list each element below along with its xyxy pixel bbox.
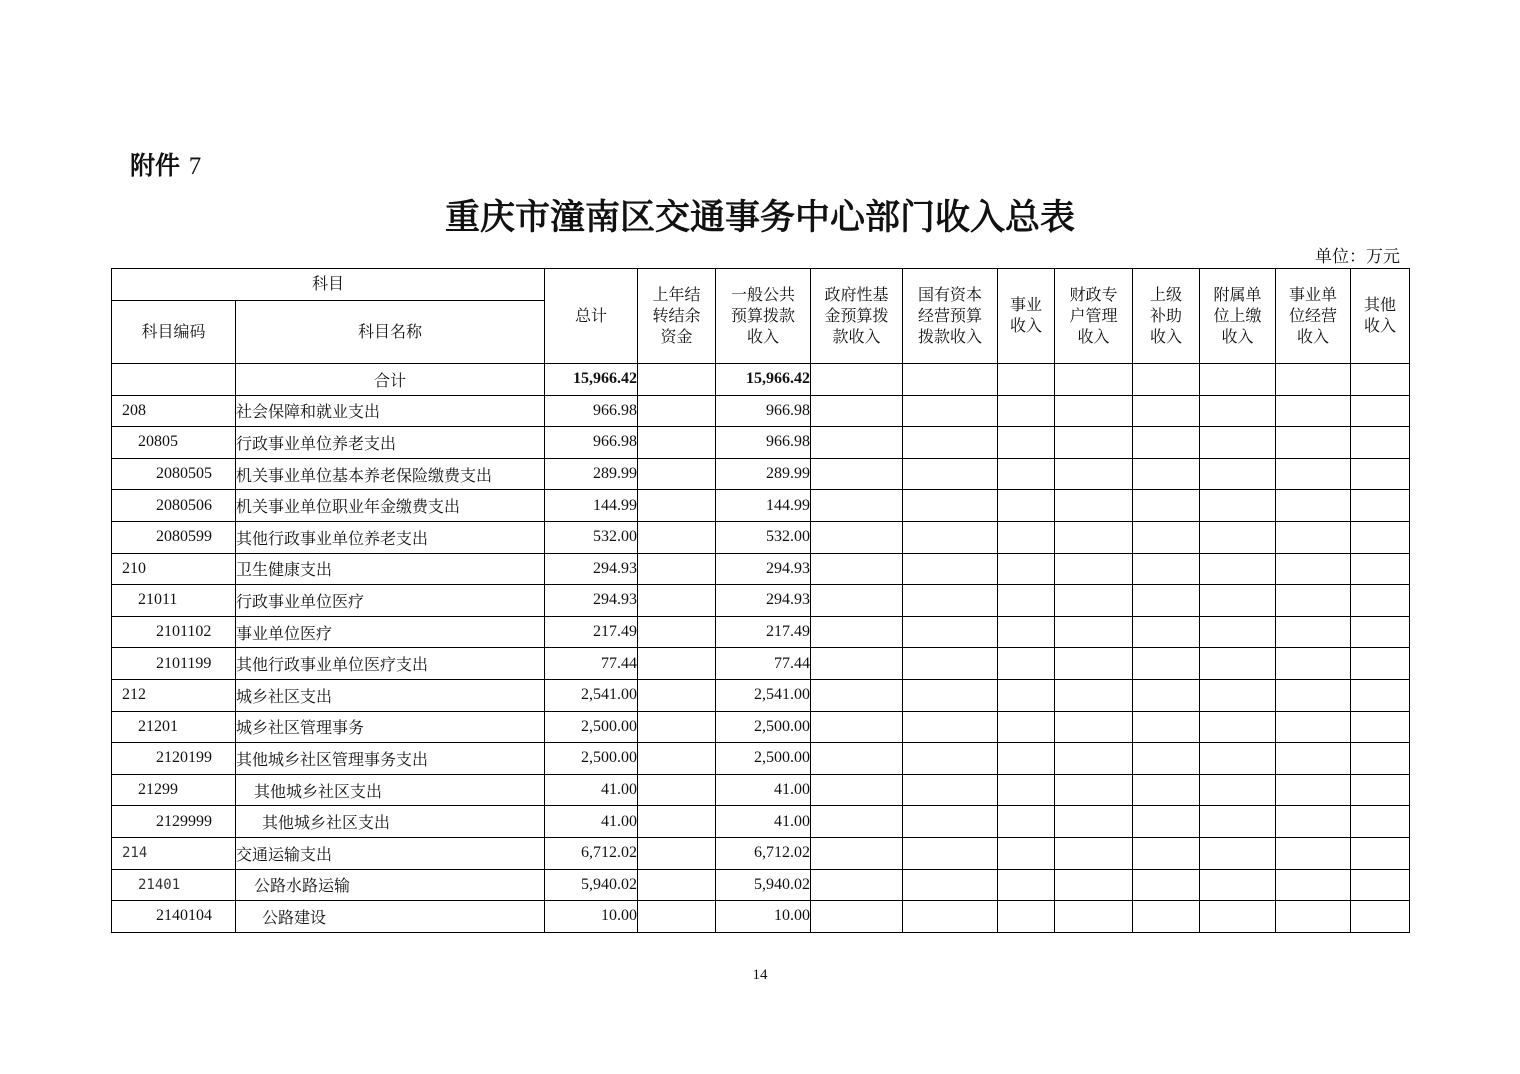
subject-name-cell: 机关事业单位职业年金缴费支出 bbox=[236, 490, 545, 522]
subject-code-cell: 208 bbox=[112, 395, 236, 427]
empty-income-cell bbox=[903, 521, 998, 553]
empty-income-cell bbox=[1276, 837, 1351, 869]
subject-code-cell: 2129999 bbox=[112, 806, 236, 838]
empty-income-cell bbox=[998, 364, 1055, 396]
table-row bbox=[112, 458, 1410, 490]
table-row bbox=[112, 616, 1410, 648]
empty-income-cell bbox=[1200, 490, 1276, 522]
carryover-cell bbox=[638, 521, 716, 553]
subject-group-header: 科目 bbox=[112, 269, 545, 301]
empty-income-cell bbox=[1133, 427, 1200, 459]
empty-income-cell bbox=[1351, 901, 1410, 933]
empty-income-cell bbox=[903, 774, 998, 806]
empty-income-cell bbox=[1133, 553, 1200, 585]
subject-code-cell: 2080505 bbox=[112, 458, 236, 490]
empty-income-cell bbox=[1351, 743, 1410, 775]
empty-income-cell bbox=[1055, 364, 1133, 396]
empty-income-cell bbox=[998, 427, 1055, 459]
empty-income-cell bbox=[1351, 806, 1410, 838]
empty-income-cell bbox=[1055, 711, 1133, 743]
empty-income-cell bbox=[811, 901, 903, 933]
empty-income-cell bbox=[1276, 743, 1351, 775]
subject-code-cell: 210 bbox=[112, 553, 236, 585]
empty-income-cell bbox=[811, 837, 903, 869]
empty-income-cell bbox=[1276, 711, 1351, 743]
subject-code-cell: 214 bbox=[112, 837, 236, 869]
table-row bbox=[112, 648, 1410, 680]
empty-income-cell bbox=[811, 711, 903, 743]
empty-income-cell bbox=[903, 490, 998, 522]
table-row bbox=[112, 837, 1410, 869]
general-budget-cell: 2,541.00 bbox=[716, 679, 811, 711]
subject-code-header: 科目编码 bbox=[112, 301, 236, 364]
empty-income-cell bbox=[1276, 395, 1351, 427]
carryover-cell bbox=[638, 553, 716, 585]
empty-income-cell bbox=[811, 648, 903, 680]
empty-income-cell bbox=[903, 616, 998, 648]
column-header: 国有资本 经营预算 拨款收入 bbox=[903, 269, 998, 364]
general-budget-cell: 77.44 bbox=[716, 648, 811, 680]
empty-income-cell bbox=[1351, 774, 1410, 806]
empty-income-cell bbox=[811, 869, 903, 901]
total-amount-cell: 15,966.42 bbox=[545, 364, 638, 396]
empty-income-cell bbox=[1276, 521, 1351, 553]
empty-income-cell bbox=[811, 521, 903, 553]
column-header: 事业单 位经营 收入 bbox=[1276, 269, 1351, 364]
empty-income-cell bbox=[1200, 711, 1276, 743]
empty-income-cell bbox=[1351, 490, 1410, 522]
subject-code-cell: 21201 bbox=[112, 711, 236, 743]
table-row bbox=[112, 427, 1410, 459]
empty-income-cell bbox=[811, 616, 903, 648]
general-budget-cell: 217.49 bbox=[716, 616, 811, 648]
empty-income-cell bbox=[903, 901, 998, 933]
empty-income-cell bbox=[811, 806, 903, 838]
carryover-cell bbox=[638, 869, 716, 901]
subject-name-cell: 公路建设 bbox=[236, 901, 545, 933]
subject-code-cell: 20805 bbox=[112, 427, 236, 459]
empty-income-cell bbox=[811, 395, 903, 427]
general-budget-cell: 294.93 bbox=[716, 553, 811, 585]
empty-income-cell bbox=[903, 837, 998, 869]
carryover-cell bbox=[638, 364, 716, 396]
income-summary-table bbox=[111, 268, 1410, 933]
subject-code-cell: 21401 bbox=[112, 869, 236, 901]
empty-income-cell bbox=[1055, 553, 1133, 585]
empty-income-cell bbox=[1133, 364, 1200, 396]
empty-income-cell bbox=[1200, 521, 1276, 553]
empty-income-cell bbox=[1055, 427, 1133, 459]
general-budget-cell: 2,500.00 bbox=[716, 743, 811, 775]
empty-income-cell bbox=[1133, 585, 1200, 617]
empty-income-cell bbox=[903, 743, 998, 775]
empty-income-cell bbox=[1133, 711, 1200, 743]
empty-income-cell bbox=[1351, 648, 1410, 680]
empty-income-cell bbox=[811, 458, 903, 490]
empty-income-cell bbox=[1200, 837, 1276, 869]
empty-income-cell bbox=[1200, 901, 1276, 933]
empty-income-cell bbox=[998, 616, 1055, 648]
empty-income-cell bbox=[1200, 364, 1276, 396]
general-budget-cell: 41.00 bbox=[716, 806, 811, 838]
carryover-cell bbox=[638, 648, 716, 680]
subject-code-cell: 2140104 bbox=[112, 901, 236, 933]
empty-income-cell bbox=[1200, 585, 1276, 617]
empty-income-cell bbox=[1276, 427, 1351, 459]
empty-income-cell bbox=[1055, 901, 1133, 933]
total-amount-cell: 10.00 bbox=[545, 901, 638, 933]
table-row bbox=[112, 869, 1410, 901]
empty-income-cell bbox=[998, 395, 1055, 427]
empty-income-cell bbox=[1276, 901, 1351, 933]
subject-name-cell: 社会保障和就业支出 bbox=[236, 395, 545, 427]
empty-income-cell bbox=[1133, 743, 1200, 775]
total-amount-cell: 966.98 bbox=[545, 427, 638, 459]
empty-income-cell bbox=[1276, 553, 1351, 585]
empty-income-cell bbox=[1055, 490, 1133, 522]
subject-name-cell: 其他城乡社区支出 bbox=[236, 774, 545, 806]
attachment-number: 7 bbox=[188, 153, 202, 180]
subject-code-cell: 2120199 bbox=[112, 743, 236, 775]
subject-code-cell: 2080506 bbox=[112, 490, 236, 522]
total-amount-cell: 966.98 bbox=[545, 395, 638, 427]
subject-name-cell: 其他城乡社区管理事务支出 bbox=[236, 743, 545, 775]
total-amount-cell: 217.49 bbox=[545, 616, 638, 648]
empty-income-cell bbox=[811, 553, 903, 585]
empty-income-cell bbox=[1351, 711, 1410, 743]
empty-income-cell bbox=[1351, 395, 1410, 427]
general-budget-cell: 5,940.02 bbox=[716, 869, 811, 901]
empty-income-cell bbox=[1055, 774, 1133, 806]
table-row bbox=[112, 711, 1410, 743]
total-amount-cell: 294.93 bbox=[545, 553, 638, 585]
column-header: 总计 bbox=[545, 269, 638, 364]
empty-income-cell bbox=[811, 364, 903, 396]
empty-income-cell bbox=[1351, 458, 1410, 490]
empty-income-cell bbox=[998, 458, 1055, 490]
empty-income-cell bbox=[1351, 427, 1410, 459]
carryover-cell bbox=[638, 901, 716, 933]
empty-income-cell bbox=[1055, 616, 1133, 648]
general-budget-cell: 2,500.00 bbox=[716, 711, 811, 743]
empty-income-cell bbox=[1200, 458, 1276, 490]
subject-name-cell: 公路水路运输 bbox=[236, 869, 545, 901]
empty-income-cell bbox=[903, 395, 998, 427]
empty-income-cell bbox=[903, 869, 998, 901]
subject-name-cell: 行政事业单位养老支出 bbox=[236, 427, 545, 459]
attachment-label bbox=[130, 146, 201, 182]
empty-income-cell bbox=[1055, 521, 1133, 553]
empty-income-cell bbox=[1200, 679, 1276, 711]
empty-income-cell bbox=[1200, 869, 1276, 901]
empty-income-cell bbox=[998, 521, 1055, 553]
empty-income-cell bbox=[1276, 648, 1351, 680]
subject-name-cell: 交通运输支出 bbox=[236, 837, 545, 869]
empty-income-cell bbox=[1055, 869, 1133, 901]
empty-income-cell bbox=[998, 869, 1055, 901]
empty-income-cell bbox=[903, 585, 998, 617]
total-amount-cell: 5,940.02 bbox=[545, 869, 638, 901]
empty-income-cell bbox=[1276, 616, 1351, 648]
general-budget-cell: 966.98 bbox=[716, 395, 811, 427]
column-header: 其他 收入 bbox=[1351, 269, 1410, 364]
empty-income-cell bbox=[903, 648, 998, 680]
empty-income-cell bbox=[998, 774, 1055, 806]
column-header: 上级 补助 收入 bbox=[1133, 269, 1200, 364]
table-row bbox=[112, 901, 1410, 933]
empty-income-cell bbox=[1351, 837, 1410, 869]
carryover-cell bbox=[638, 711, 716, 743]
empty-income-cell bbox=[998, 837, 1055, 869]
empty-income-cell bbox=[811, 743, 903, 775]
empty-income-cell bbox=[1351, 585, 1410, 617]
carryover-cell bbox=[638, 616, 716, 648]
empty-income-cell bbox=[1200, 743, 1276, 775]
total-amount-cell: 294.93 bbox=[545, 585, 638, 617]
empty-income-cell bbox=[1200, 774, 1276, 806]
general-budget-cell: 144.99 bbox=[716, 490, 811, 522]
table-row bbox=[112, 743, 1410, 775]
subject-code-cell: 21299 bbox=[112, 774, 236, 806]
empty-income-cell bbox=[811, 490, 903, 522]
empty-income-cell bbox=[1133, 774, 1200, 806]
carryover-cell bbox=[638, 774, 716, 806]
empty-income-cell bbox=[903, 364, 998, 396]
empty-income-cell bbox=[1133, 679, 1200, 711]
empty-income-cell bbox=[903, 711, 998, 743]
page-title: 重庆市潼南区交通事务中心部门收入总表 bbox=[444, 197, 1075, 238]
empty-income-cell bbox=[1055, 806, 1133, 838]
empty-income-cell bbox=[1200, 648, 1276, 680]
empty-income-cell bbox=[1055, 679, 1133, 711]
total-amount-cell: 2,500.00 bbox=[545, 743, 638, 775]
empty-income-cell bbox=[1133, 521, 1200, 553]
empty-income-cell bbox=[811, 427, 903, 459]
subject-code-cell: 2101199 bbox=[112, 648, 236, 680]
column-header: 一般公共 预算拨款 收入 bbox=[716, 269, 811, 364]
total-amount-cell: 532.00 bbox=[545, 521, 638, 553]
general-budget-cell: 532.00 bbox=[716, 521, 811, 553]
page-number: 14 bbox=[752, 967, 768, 983]
empty-income-cell bbox=[1351, 616, 1410, 648]
column-header: 财政专 户管理 收入 bbox=[1055, 269, 1133, 364]
subject-name-cell: 卫生健康支出 bbox=[236, 553, 545, 585]
subject-code-cell bbox=[112, 364, 236, 396]
subject-name-cell: 城乡社区管理事务 bbox=[236, 711, 545, 743]
total-amount-cell: 289.99 bbox=[545, 458, 638, 490]
empty-income-cell bbox=[1276, 774, 1351, 806]
subject-name-cell: 机关事业单位基本养老保险缴费支出 bbox=[236, 458, 545, 490]
general-budget-cell: 10.00 bbox=[716, 901, 811, 933]
general-budget-cell: 966.98 bbox=[716, 427, 811, 459]
empty-income-cell bbox=[998, 553, 1055, 585]
empty-income-cell bbox=[1133, 901, 1200, 933]
empty-income-cell bbox=[1133, 458, 1200, 490]
subject-name-cell: 行政事业单位医疗 bbox=[236, 585, 545, 617]
empty-income-cell bbox=[998, 743, 1055, 775]
empty-income-cell bbox=[998, 585, 1055, 617]
empty-income-cell bbox=[1200, 427, 1276, 459]
column-header: 政府性基 金预算拨 款收入 bbox=[811, 269, 903, 364]
empty-income-cell bbox=[1200, 616, 1276, 648]
empty-income-cell bbox=[1276, 458, 1351, 490]
total-amount-cell: 2,541.00 bbox=[545, 679, 638, 711]
empty-income-cell bbox=[998, 648, 1055, 680]
empty-income-cell bbox=[903, 553, 998, 585]
carryover-cell bbox=[638, 837, 716, 869]
attachment-text: 附件 bbox=[130, 151, 181, 180]
empty-income-cell bbox=[1133, 395, 1200, 427]
table-row bbox=[112, 679, 1410, 711]
empty-income-cell bbox=[1276, 679, 1351, 711]
general-budget-cell: 289.99 bbox=[716, 458, 811, 490]
empty-income-cell bbox=[998, 901, 1055, 933]
empty-income-cell bbox=[1055, 837, 1133, 869]
subject-name-cell: 城乡社区支出 bbox=[236, 679, 545, 711]
subject-name-cell: 其他行政事业单位医疗支出 bbox=[236, 648, 545, 680]
empty-income-cell bbox=[1200, 395, 1276, 427]
table-row bbox=[112, 490, 1410, 522]
empty-income-cell bbox=[1133, 648, 1200, 680]
carryover-cell bbox=[638, 427, 716, 459]
general-budget-cell: 15,966.42 bbox=[716, 364, 811, 396]
subject-name-header: 科目名称 bbox=[236, 301, 545, 364]
total-amount-cell: 41.00 bbox=[545, 774, 638, 806]
empty-income-cell bbox=[811, 679, 903, 711]
empty-income-cell bbox=[1133, 616, 1200, 648]
empty-income-cell bbox=[903, 679, 998, 711]
empty-income-cell bbox=[1200, 553, 1276, 585]
empty-income-cell bbox=[1133, 869, 1200, 901]
unit-label: 单位：万元 bbox=[1315, 247, 1400, 266]
empty-income-cell bbox=[998, 806, 1055, 838]
carryover-cell bbox=[638, 806, 716, 838]
empty-income-cell bbox=[1133, 806, 1200, 838]
empty-income-cell bbox=[903, 458, 998, 490]
subject-name-cell: 其他行政事业单位养老支出 bbox=[236, 521, 545, 553]
empty-income-cell bbox=[1055, 585, 1133, 617]
carryover-cell bbox=[638, 458, 716, 490]
empty-income-cell bbox=[811, 774, 903, 806]
general-budget-cell: 41.00 bbox=[716, 774, 811, 806]
empty-income-cell bbox=[1351, 869, 1410, 901]
empty-income-cell bbox=[1055, 743, 1133, 775]
empty-income-cell bbox=[998, 490, 1055, 522]
column-header: 事业 收入 bbox=[998, 269, 1055, 364]
empty-income-cell bbox=[998, 679, 1055, 711]
column-header: 上年结 转结余 资金 bbox=[638, 269, 716, 364]
empty-income-cell bbox=[1133, 490, 1200, 522]
table-row bbox=[112, 774, 1410, 806]
subject-name-cell: 合计 bbox=[236, 364, 545, 396]
general-budget-cell: 6,712.02 bbox=[716, 837, 811, 869]
empty-income-cell bbox=[1351, 553, 1410, 585]
subject-name-cell: 事业单位医疗 bbox=[236, 616, 545, 648]
empty-income-cell bbox=[998, 711, 1055, 743]
empty-income-cell bbox=[811, 585, 903, 617]
empty-income-cell bbox=[1351, 364, 1410, 396]
total-amount-cell: 41.00 bbox=[545, 806, 638, 838]
column-header: 附属单 位上缴 收入 bbox=[1200, 269, 1276, 364]
subject-code-cell: 2080599 bbox=[112, 521, 236, 553]
table-row bbox=[112, 521, 1410, 553]
carryover-cell bbox=[638, 395, 716, 427]
subject-code-cell: 21011 bbox=[112, 585, 236, 617]
total-row bbox=[112, 364, 1410, 396]
empty-income-cell bbox=[1200, 806, 1276, 838]
empty-income-cell bbox=[1276, 364, 1351, 396]
empty-income-cell bbox=[903, 806, 998, 838]
table-body bbox=[112, 364, 1410, 933]
total-amount-cell: 77.44 bbox=[545, 648, 638, 680]
empty-income-cell bbox=[1055, 395, 1133, 427]
total-amount-cell: 144.99 bbox=[545, 490, 638, 522]
carryover-cell bbox=[638, 490, 716, 522]
empty-income-cell bbox=[1276, 869, 1351, 901]
table-row bbox=[112, 806, 1410, 838]
empty-income-cell bbox=[1351, 521, 1410, 553]
total-amount-cell: 2,500.00 bbox=[545, 711, 638, 743]
carryover-cell bbox=[638, 679, 716, 711]
general-budget-cell: 294.93 bbox=[716, 585, 811, 617]
subject-code-cell: 2101102 bbox=[112, 616, 236, 648]
empty-income-cell bbox=[1276, 585, 1351, 617]
empty-income-cell bbox=[1351, 679, 1410, 711]
carryover-cell bbox=[638, 743, 716, 775]
carryover-cell bbox=[638, 585, 716, 617]
subject-name-cell: 其他城乡社区支出 bbox=[236, 806, 545, 838]
total-amount-cell: 6,712.02 bbox=[545, 837, 638, 869]
empty-income-cell bbox=[1055, 648, 1133, 680]
table-row bbox=[112, 553, 1410, 585]
empty-income-cell bbox=[903, 427, 998, 459]
empty-income-cell bbox=[1055, 458, 1133, 490]
table-row bbox=[112, 585, 1410, 617]
subject-code-cell: 212 bbox=[112, 679, 236, 711]
table-row bbox=[112, 395, 1410, 427]
empty-income-cell bbox=[1276, 806, 1351, 838]
empty-income-cell bbox=[1276, 490, 1351, 522]
empty-income-cell bbox=[1133, 837, 1200, 869]
